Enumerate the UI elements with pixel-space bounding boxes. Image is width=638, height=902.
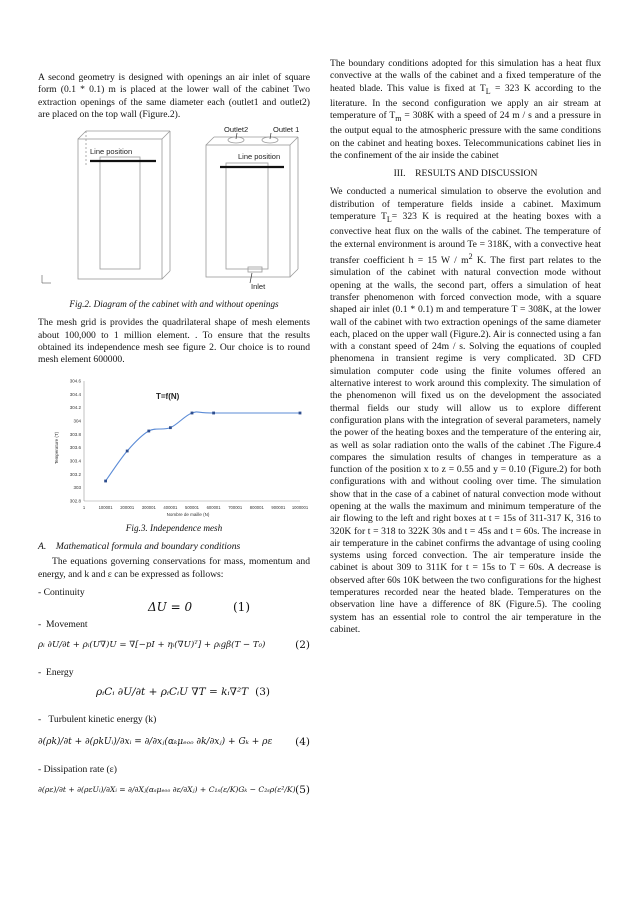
- energy-equation: [38, 682, 310, 712]
- tke-equation: [38, 728, 310, 762]
- chart-y-tick-label: 302.8: [69, 498, 81, 504]
- chart-title: T=f(N): [156, 391, 180, 401]
- chart-points: [104, 411, 301, 482]
- chart-y-tick-label: 303.4: [69, 458, 81, 464]
- chart-x-tick-label: 200001: [120, 504, 135, 510]
- continuity-eq-text: ΔU = 0: [148, 600, 193, 615]
- right-para-1-part-a: The boundary conditions adopted for this simulation has a heat flux convective at the walls of the cabinet and a fixed temperature of the heated blade. This value is fixed at T: [330, 58, 601, 94]
- chart-grid: [84, 381, 300, 501]
- chart-series-line: [106, 412, 300, 481]
- chart-x-tick-label: 100001: [98, 504, 113, 510]
- figure-3-chart: [38, 373, 310, 519]
- chart-data-point: [104, 479, 107, 482]
- chart-data-point: [169, 426, 172, 429]
- dissipation-equation: [38, 778, 310, 808]
- chart-y-tick-label: 304.6: [69, 378, 81, 384]
- dissipation-label: - Dissipation rate (ε): [38, 764, 117, 776]
- chart-x-tick-label: 500001: [185, 504, 199, 510]
- inlet-label: Inlet: [251, 282, 266, 292]
- axis-triad-icon: [42, 275, 51, 283]
- movement-eq-text: ρᵢ ∂U/∂t + ρᵢ(U∇)U = ∇[−pI + ηᵢ(∇U)ᵀ] + ρᵢgβ(T − T₀): [38, 640, 266, 651]
- right-para-2-part-c: K. The first part relates to the simulation of the cabinet with natural convection mode without opening at the walls, the second part, offers a simulation of heat transfer phenomenon with forced convection mode, with a square shaped air inlet (0.1 * 0.1) m and temperature T = 308K, at the lower wall of the cabinet with two extraction openings of the same diameter each, placed on the upper wall (Figure.2). Air is connected using a fan with a constant speed of 24m / s. Solving the equations of coupled phenomena in transient regime is very complicated. 3D CFD simulation computer code using the finite volumes offered an alternative interest to work around this complexity. The simulation of the phenomenon will fixed us on the development the associated thermal fields our study will allow us to explore different configuration plans with the integration of several parameters, namely the power of the heating boxes and the temperature of the entering air, as well as solar radiation onto the walls of the cabinet .The Figure.4 compares the simulation results of changes in temperature as a function of the position x to z = 0.55 and y = 0.10 (Figure.2) for both configurations with and without cooling over time. The simulation show that in the case of a cabinet of natural convection mode without opening at the walls the maximum and minimum temperature of the air flowing to the left and right boxes at t = 15s of 311-317 K, 316 to 320K for t = 318 to 322K 30s and t = 45s and t = 60s. The increase in air temperature in the cabinet confirms the advantage of using cooling systems using forced convection. The air temperature inside the cabinet is about 309 to 311K for t = 15s to T = 60s. A decrease is observed after 60s 10K between the two configurations for the highest temperatures recorded near the heated blade. Temperatures on the observation line have a difference of 8K (Figure.5). The cooling system has an essential role to control the air temperature in the cabinet.: [330, 255, 601, 635]
- section-a-heading: A. Mathematical formula and boundary conditions: [38, 540, 241, 552]
- line-position-label-2: Line position: [238, 152, 281, 162]
- chart-x-tick-label: 800001: [249, 504, 264, 510]
- movement-eq-number: (2): [295, 639, 310, 652]
- chart-x-tick-label: 900001: [271, 504, 286, 510]
- chart-data-point: [147, 429, 150, 432]
- chart-y-label: Temperature (T): [54, 431, 59, 464]
- figure-2-cabinet-diagram: [38, 127, 310, 295]
- energy-label: - Energy: [38, 667, 74, 679]
- chart-y-tick-label: 303.6: [69, 444, 81, 450]
- superscript-2: 2: [468, 251, 473, 261]
- figure-2-caption: Fig.2. Diagram of the cabinet with and without openings: [69, 299, 279, 310]
- chart-x-tick-label: 1: [82, 504, 86, 510]
- subscript-L: L: [485, 86, 491, 96]
- section-iii-heading: III. RESULTS AND DISCUSSION: [393, 168, 538, 180]
- left-para-2: The mesh grid is provides the quadrilateral shape of mesh elements about 100,000 to 1 million element. . To ensure that the results obtained its independence mesh see figure 2. Our choice is to round mesh element 600000.: [38, 317, 310, 366]
- right-para-2: [330, 186, 601, 636]
- energy-eq-text: ρᵢCᵢ ∂U/∂t + ρᵢCᵢU ∇T = kᵢ∇²T: [96, 685, 249, 698]
- continuity-eq-number: (1): [233, 600, 250, 615]
- chart-y-tick-label: 303.8: [69, 431, 81, 437]
- tke-eq-number: (4): [295, 736, 310, 749]
- right-column: [330, 58, 601, 642]
- chart-y-tick-label: 303: [73, 484, 81, 490]
- left-para-3: The equations governing conservations for mass, momentum and energy, and k and ε can be expressed as follows:: [38, 556, 310, 580]
- dissipation-eq-number: (5): [295, 784, 310, 797]
- right-para-2-part-b: = 323 K is required at the heating boxes with a convective heat flux on the walls of the cabinet. The temperature of the external environment is around Te = 318K, with a convective heat transfer coefficient h = 15 W / m: [330, 211, 601, 267]
- chart-x-tick-label: 300001: [141, 504, 156, 510]
- dissipation-eq-text: ∂(ρε)/∂t + ∂(ρεUᵢ)/∂Xᵢ = ∂/∂Xⱼ(αₛμₑₒₒ ∂ε/∂Xⱼ) + C₁ₛ(ε/K)Gₖ − C₂ₛρ(ε²/K): [38, 785, 296, 795]
- chart-data-point: [126, 449, 129, 452]
- chart-y-tick-label: 304.2: [69, 404, 81, 410]
- right-para-2-part-a: We conducted a numerical simulation to observe the evolution and distribution of temperature fields inside a cabinet. Maximum temperature T: [330, 186, 601, 223]
- independence-mesh-chart: [38, 373, 310, 519]
- chart-y-ticks: [70, 378, 82, 503]
- continuity-label: - Continuity: [38, 586, 85, 598]
- right-para-1: [330, 58, 601, 162]
- chart-x-tick-label: 700001: [228, 504, 243, 510]
- chart-y-tick-label: 304.4: [69, 391, 81, 397]
- chart-x-tick-label: 400001: [163, 504, 178, 510]
- left-para-1: A second geometry is designed with openings an air inlet of square form (0.1 * 0.1) m is placed at the lower wall of the cabinet Two extraction openings of the same diameter each (outlet1 and outlet2) are placed on the top wall (Figure.2).: [38, 72, 310, 120]
- right-para-1-part-b: = 323 K according to the literature. In the second configuration we apply an air stream at temperature of T: [330, 82, 601, 122]
- continuity-equation: [38, 601, 310, 617]
- chart-y-tick-label: 303.2: [69, 471, 81, 477]
- left-column: [38, 72, 310, 808]
- chart-y-tick-label: 304: [73, 418, 81, 424]
- chart-x-label: Nombre de maille (N): [166, 511, 210, 517]
- chart-data-point: [299, 411, 302, 414]
- energy-eq-number: (3): [255, 685, 270, 698]
- chart-x-tick-label: 600001: [206, 504, 221, 510]
- chart-x-tick-label: 1000001: [291, 504, 309, 510]
- tke-label: - Turbulent kinetic energy (k): [38, 713, 157, 725]
- movement-equation: [38, 633, 310, 665]
- chart-data-point: [212, 411, 215, 414]
- subscript-m: m: [395, 114, 402, 123]
- tke-eq-text: ∂(ρk)/∂t + ∂(ρkUᵢ)/∂xᵢ = ∂/∂xⱼ(αₖμₑₒₒ ∂k/∂xⱼ) + Gₖ + ρε: [38, 737, 273, 748]
- outlet1-label: Outlet 1: [273, 127, 300, 135]
- right-para-1-part-c: = 308K with a speed of 24 m / s and a pressure in the output equal to the atmospheric pressure with the same conditions on the cabinet and heating boxes. Telecommunications cabinet lies in the confinement of the air inside the cabinet: [330, 110, 601, 161]
- outlet2-label: Outlet2: [224, 127, 249, 135]
- subscript-L-2: L: [386, 214, 392, 224]
- line-position-label-1: Line position: [90, 147, 133, 157]
- chart-data-point: [191, 411, 194, 414]
- movement-label: - Movement: [38, 619, 88, 631]
- figure-3-caption: Fig.3. Independence mesh: [125, 522, 223, 533]
- chart-x-ticks: [83, 505, 309, 510]
- cabinet-diagram-svg: [38, 127, 310, 295]
